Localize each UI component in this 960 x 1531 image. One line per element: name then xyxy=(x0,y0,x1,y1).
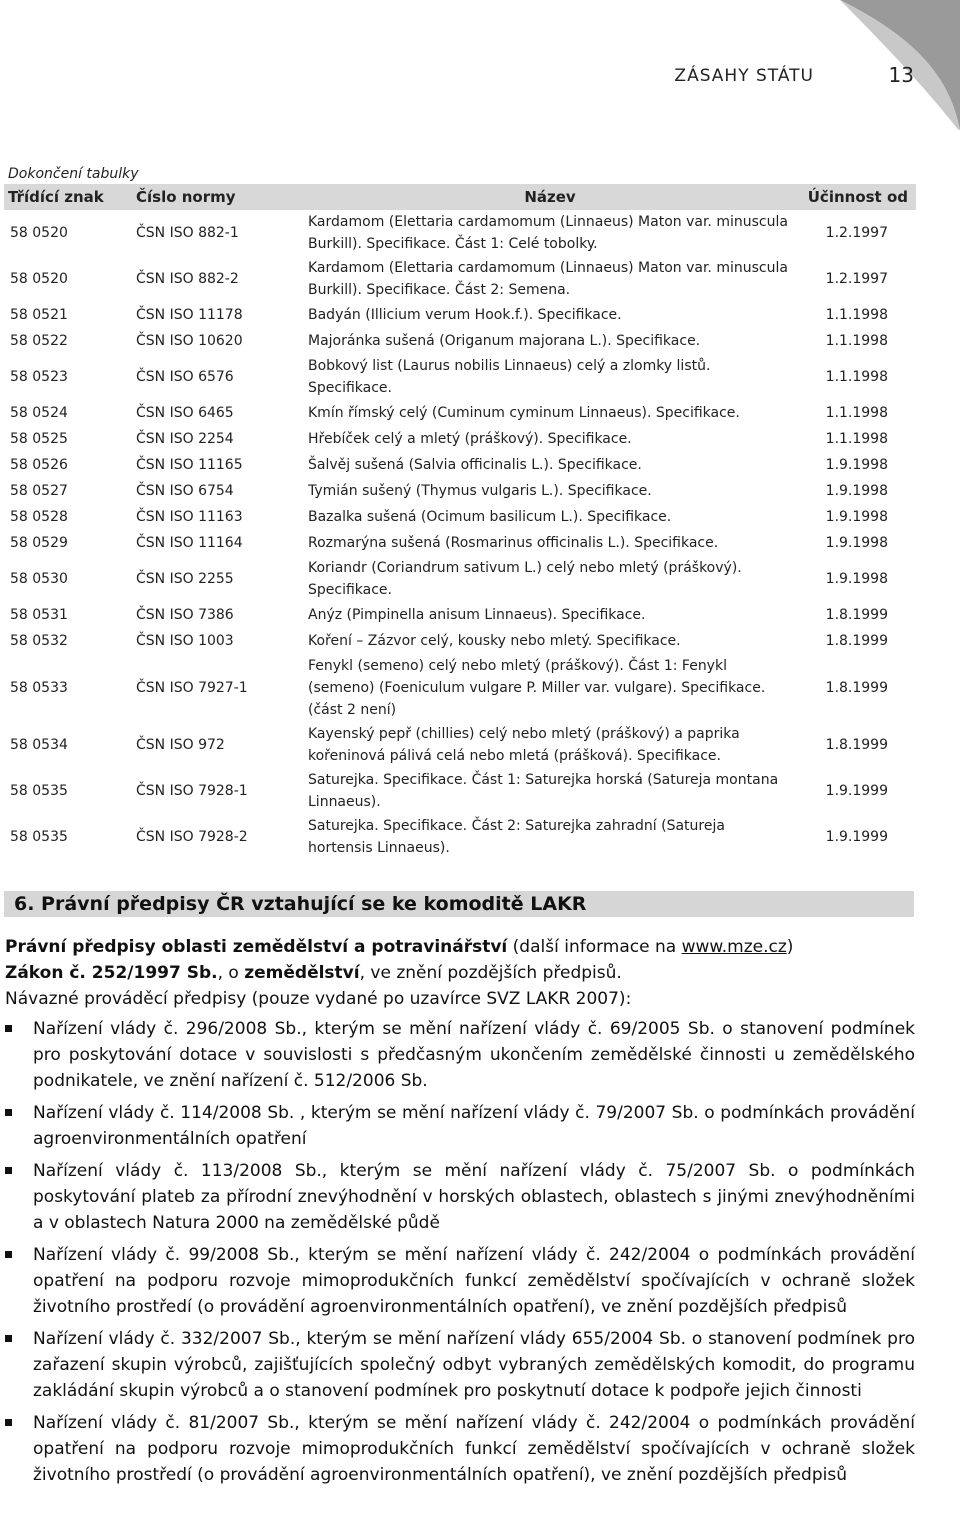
standards-table xyxy=(4,184,916,860)
table-row xyxy=(4,722,916,768)
cell-code: 58 0529 xyxy=(10,534,68,551)
cell-date: 1.9.1998 xyxy=(825,534,888,551)
running-title: ZÁSAHY STÁTU xyxy=(674,66,814,86)
table-row xyxy=(4,452,916,478)
list-item xyxy=(5,1100,915,1152)
cell-name: Majoránka sušená (Origanum majorana L.). Specifikace. xyxy=(304,328,796,354)
cell-name: Koření – Zázvor celý, kousky nebo mletý. Specifikace. xyxy=(304,628,796,654)
cell-norm: ČSN ISO 7386 xyxy=(136,606,234,623)
cell-norm: ČSN ISO 2255 xyxy=(132,556,304,602)
list-item-text: Nařízení vlády č. 332/2007 Sb., kterým se mění nařízení vlády 655/2004 Sb. o stanovení podmínek pro zařazení skupin výrobců, zajišťujících společný odbyt vybraných zemědělských komodit, do programu zakládání skupin výrobců a o stanovení podmínek pro poskytnutí dotace k podpoře jejich činnosti xyxy=(33,1329,915,1401)
intro-line: Návazné prováděcí předpisy (pouze vydané po uzavírce SVZ LAKR 2007): xyxy=(5,989,632,1009)
list-item-text: Nařízení vlády č. 99/2008 Sb., kterým se mění nařízení vlády č. 242/2004 o podmínkách provádění opatření na podporu rozvoje mimoprodukčních funkcí zemědělství spočívajících v ochraně složek životního prostředí (o provádění agroenvironmentálních opatření), ve znění pozdějších předpisů xyxy=(33,1245,915,1317)
cell-date: 1.1.1998 xyxy=(825,306,888,323)
list-item xyxy=(5,1016,915,1094)
cell-norm: ČSN ISO 882-2 xyxy=(132,256,304,302)
table-row xyxy=(4,328,916,354)
section-heading: 6. Právní předpisy ČR vztahující se ke komoditě LAKR xyxy=(4,891,914,917)
cell-name: Šalvěj sušená (Salvia officinalis L.). Specifikace. xyxy=(304,452,796,478)
cell-code: 58 0526 xyxy=(4,452,132,478)
col-header-name: Název xyxy=(304,184,796,210)
cell-date: 1.1.1998 xyxy=(825,368,888,385)
cell-date: 1.8.1999 xyxy=(796,722,916,768)
cell-date: 1.9.1999 xyxy=(825,782,888,799)
cell-date: 1.8.1999 xyxy=(825,679,888,696)
cell-name: Kmín římský celý (Cuminum cyminum Linnaeus). Specifikace. xyxy=(304,400,796,426)
table-row xyxy=(4,354,916,400)
cell-name: Kardamom (Elettaria cardamomum (Linnaeus) Maton var. minuscula Burkill). Specifikace. Část 1: Celé tobolky. xyxy=(308,214,788,252)
table-row xyxy=(4,256,916,302)
table-row xyxy=(4,556,916,602)
table-row xyxy=(4,426,916,452)
col-header-norm: Číslo normy xyxy=(132,184,304,210)
table-row xyxy=(4,602,916,628)
list-item-text: Nařízení vlády č. 81/2007 Sb., kterým se mění nařízení vlády č. 242/2004 o podmínkách provádění opatření na podporu rozvoje mimoprodukčních funkcí zemědělství spočívajících v ochraně složek životního prostředí (o provádění agroenvironmentálních opatření), ve znění pozdějších předpisů xyxy=(33,1413,915,1485)
cell-date: 1.1.1998 xyxy=(796,328,916,354)
cell-name: Saturejka. Specifikace. Část 2: Saturejka zahradní (Satureja hortensis Linnaeus). xyxy=(304,814,796,860)
page-number: 13 xyxy=(888,63,914,87)
bullet-square-icon xyxy=(5,1109,12,1116)
cell-date: 1.9.1999 xyxy=(796,814,916,860)
table-row xyxy=(4,530,916,556)
bullet-square-icon xyxy=(5,1025,12,1032)
cell-name: Rozmarýna sušená (Rosmarinus officinalis L.). Specifikace. xyxy=(308,535,719,551)
cell-norm: ČSN ISO 6576 xyxy=(136,368,234,385)
cell-norm: ČSN ISO 11163 xyxy=(132,504,304,530)
cell-norm: ČSN ISO 11178 xyxy=(136,306,243,323)
cell-name: Badyán (Illicium verum Hook.f.). Specifikace. xyxy=(308,307,622,323)
cell-code: 58 0522 xyxy=(4,328,132,354)
table-row xyxy=(4,814,916,860)
table-header-row xyxy=(4,184,916,210)
cell-date: 1.9.1998 xyxy=(796,504,916,530)
cell-norm: ČSN ISO 6754 xyxy=(136,482,234,499)
col-header-code: Třídící znak xyxy=(4,184,132,210)
table-row xyxy=(4,654,916,722)
cell-code: 58 0532 xyxy=(4,628,132,654)
col-header-date: Účinnost od xyxy=(796,184,916,210)
cell-code: 58 0527 xyxy=(10,482,68,499)
cell-date: 1.9.1998 xyxy=(796,452,916,478)
list-item-text: Nařízení vlády č. 296/2008 Sb., kterým se mění nařízení vlády č. 69/2005 Sb. o stanovení podmínek pro poskytování dotace v souvislosti s předčasným ukončením zemědělské činnosti u zemědělského podnikatele, ve znění nařízení č. 512/2006 Sb. xyxy=(33,1019,915,1091)
cell-norm: ČSN ISO 1003 xyxy=(132,628,304,654)
cell-date: 1.8.1999 xyxy=(825,606,888,623)
table-row xyxy=(4,768,916,814)
cell-date: 1.9.1998 xyxy=(796,556,916,602)
cell-norm: ČSN ISO 7928-1 xyxy=(136,782,248,799)
list-item xyxy=(5,1242,915,1320)
list-item xyxy=(5,1326,915,1404)
cell-code: 58 0533 xyxy=(10,679,68,696)
cell-name: Koriandr (Coriandrum sativum L.) celý nebo mletý (práškový). Specifikace. xyxy=(304,556,796,602)
list-item xyxy=(5,1158,915,1236)
cell-norm: ČSN ISO 11164 xyxy=(136,534,243,551)
cell-name: Kayenský pepř (chillies) celý nebo mletý (práškový) a paprika kořeninová pálivá celá nebo mletá (prášková). Specifikace. xyxy=(304,722,796,768)
list-item-text: Nařízení vlády č. 114/2008 Sb. , kterým se mění nařízení vlády č. 79/2007 Sb. o podmínkách provádění agroenvironmentálních opatření xyxy=(33,1103,915,1149)
cell-norm: ČSN ISO 10620 xyxy=(132,328,304,354)
cell-name: Bazalka sušená (Ocimum basilicum L.). Specifikace. xyxy=(304,504,796,530)
cell-code: 58 0528 xyxy=(4,504,132,530)
cell-name: Fenykl (semeno) celý nebo mletý (práškový). Část 1: Fenykl (semeno) (Foeniculum vulgare P. Miller var. vulgare). Specifikace. (část 2 není) xyxy=(308,658,766,718)
cell-code: 58 0523 xyxy=(10,368,68,385)
cell-code: 58 0520 xyxy=(10,224,68,241)
table-row xyxy=(4,210,916,256)
table-row xyxy=(4,478,916,504)
cell-name: Saturejka. Specifikace. Část 1: Saturejka horská (Satureja montana Linnaeus). xyxy=(308,772,779,810)
list-item xyxy=(5,1410,915,1488)
cell-name: Tymián sušený (Thymus vulgaris L.). Specifikace. xyxy=(308,483,652,499)
cell-norm: ČSN ISO 7928-2 xyxy=(132,814,304,860)
cell-norm: ČSN ISO 972 xyxy=(132,722,304,768)
cell-norm: ČSN ISO 11165 xyxy=(132,452,304,478)
cell-date: 1.9.1998 xyxy=(825,482,888,499)
bullet-square-icon xyxy=(5,1335,12,1342)
bullet-square-icon xyxy=(5,1167,12,1174)
cell-code: 58 0521 xyxy=(10,306,68,323)
cell-code: 58 0524 xyxy=(4,400,132,426)
cell-code: 58 0534 xyxy=(4,722,132,768)
table-row xyxy=(4,504,916,530)
cell-norm: ČSN ISO 7927-1 xyxy=(136,679,248,696)
cell-date: 1.8.1999 xyxy=(796,628,916,654)
bullet-square-icon xyxy=(5,1419,12,1426)
table-caption: Dokončení tabulky xyxy=(8,166,139,182)
cell-date: 1.2.1997 xyxy=(825,224,888,241)
cell-norm: ČSN ISO 6465 xyxy=(132,400,304,426)
cell-date: 1.1.1998 xyxy=(825,430,888,447)
table-row xyxy=(4,400,916,426)
cell-code: 58 0531 xyxy=(10,606,68,623)
subheading: Právní předpisy oblasti zemědělství a potravinářství (další informace na www.mze.cz) xyxy=(5,937,794,957)
legislation-text xyxy=(5,934,915,1494)
cell-code: 58 0525 xyxy=(10,430,68,447)
regulation-list xyxy=(5,1016,915,1488)
cell-date: 1.2.1997 xyxy=(796,256,916,302)
cell-code: 58 0535 xyxy=(4,814,132,860)
cell-date: 1.1.1998 xyxy=(796,400,916,426)
cell-name: Kardamom (Elettaria cardamomum (Linnaeus) Maton var. minuscula Burkill). Specifikace. Část 2: Semena. xyxy=(304,256,796,302)
bullet-square-icon xyxy=(5,1251,12,1258)
cell-name: Anýz (Pimpinella anisum Linnaeus). Specifikace. xyxy=(308,607,646,623)
cell-norm: ČSN ISO 882-1 xyxy=(136,224,239,241)
cell-code: 58 0530 xyxy=(4,556,132,602)
cell-code: 58 0535 xyxy=(10,782,68,799)
cell-code: 58 0520 xyxy=(4,256,132,302)
mze-link[interactable]: www.mze.cz xyxy=(681,937,787,957)
page-header xyxy=(0,63,960,90)
table-row xyxy=(4,628,916,654)
law-line: Zákon č. 252/1997 Sb., o zemědělství, ve znění pozdějších předpisů. xyxy=(5,963,622,983)
cell-norm: ČSN ISO 2254 xyxy=(136,430,234,447)
table-row xyxy=(4,302,916,328)
cell-name: Bobkový list (Laurus nobilis Linnaeus) celý a zlomky listů. Specifikace. xyxy=(308,358,711,396)
list-item-text: Nařízení vlády č. 113/2008 Sb., kterým se mění nařízení vlády č. 75/2007 Sb. o podmínkách poskytování plateb za přírodní znevýhodnění v horských oblastech, oblastech s jinými znevýhodněními a v oblastech Natura 2000 na zemědělské půdě xyxy=(33,1161,915,1233)
cell-name: Hřebíček celý a mletý (práškový). Specifikace. xyxy=(308,431,632,447)
